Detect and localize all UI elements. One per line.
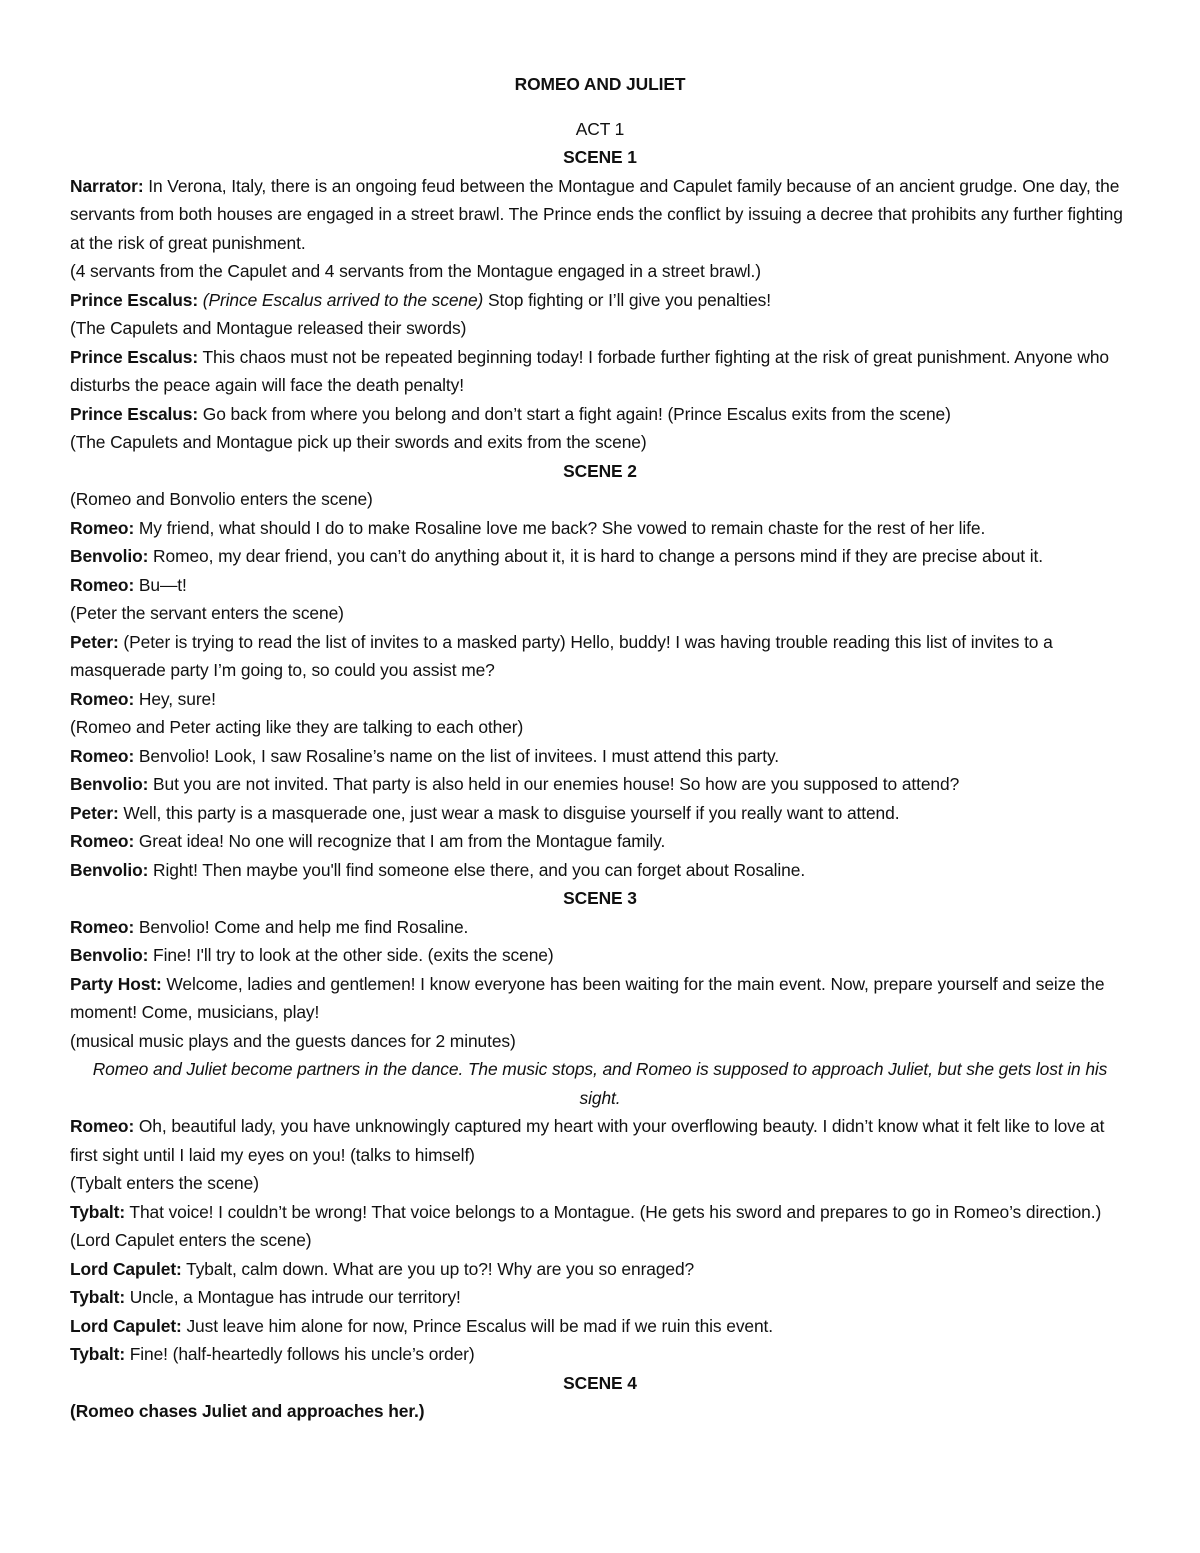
speaker-name: Prince Escalus: <box>70 346 199 367</box>
dialogue-line <box>70 1312 1130 1341</box>
line-text: Benvolio! Look, I saw Rosaline’s name on the list of invitees. I must attend this party. <box>134 745 780 766</box>
speaker-name: Benvolio: <box>70 859 149 880</box>
line-text: Bu—t! <box>134 574 187 595</box>
stage-direction: (The Capulets and Montague released their swords) <box>70 318 467 338</box>
dialogue-line <box>70 542 1130 571</box>
scene-heading: SCENE 3 <box>563 888 637 908</box>
dialogue-line <box>70 286 1130 315</box>
dialogue-line <box>70 685 1130 714</box>
speaker-name: Party Host: <box>70 973 162 994</box>
line-text: That voice! I couldn’t be wrong! That voice belongs to a Montague. (He gets his sword and prepares to go in Romeo’s direction.) <box>125 1201 1102 1222</box>
speaker-name: Tybalt: <box>70 1344 126 1364</box>
line-text: Fine! (half-heartedly follows his uncle’s order) <box>125 1344 475 1364</box>
dialogue-line <box>70 628 1130 685</box>
line-text: Well, this party is a masquerade one, just wear a mask to disguise yourself if you really want to attend. <box>118 802 900 823</box>
line-text: In Verona, Italy, there is an ongoing feud between the Montague and Capulet family because of an ancient grudge. One day, the servants from both houses are engaged in a street brawl. The Prince ends the conflict by issuing a decree that prohibits any further fighting at the risk of great punishment. <box>70 175 1123 253</box>
speaker-name: Benvolio: <box>70 945 149 965</box>
speaker-name: Peter: <box>70 802 119 823</box>
line-text: Stop fighting or I’ll give you penalties! <box>483 289 771 310</box>
speaker-name: Lord Capulet: <box>70 1315 182 1336</box>
stage-direction: (Romeo chases Juliet and approaches her.) <box>70 1401 425 1421</box>
stage-direction: (musical music plays and the guests dances for 2 minutes) <box>70 1030 516 1051</box>
speaker-name: Prince Escalus: <box>70 403 199 424</box>
line-text: Right! Then maybe you'll find someone else there, and you can forget about Rosaline. <box>148 859 806 880</box>
dialogue-line <box>70 970 1130 1027</box>
line-text: Just leave him alone for now, Prince Escalus will be mad if we ruin this event. <box>181 1315 774 1336</box>
line-text: Fine! I'll try to look at the other side. (exits the scene) <box>148 945 554 965</box>
dialogue-line <box>70 1112 1130 1169</box>
line-text: Uncle, a Montague has intrude our territory! <box>125 1287 461 1307</box>
line-text: But you are not invited. That party is also held in our enemies house! So how are you supposed to attend? <box>148 774 960 794</box>
line-text: Oh, beautiful lady, you have unknowingly captured my heart with your overflowing beauty. I didn’t know what it felt like to love at first sight until I laid my eyes on you! (talks to himself) <box>70 1116 1105 1165</box>
line-text: Great idea! No one will recognize that I am from the Montague family. <box>134 831 666 851</box>
act-heading: ACT 1 <box>575 118 625 139</box>
dialogue-line <box>70 742 1130 771</box>
speaker-name: Prince Escalus: <box>70 289 199 310</box>
speaker-name: Romeo: <box>70 1116 135 1136</box>
line-text: This chaos must not be repeated beginning today! I forbade further fighting at the risk of great punishment. Anyone who disturbs the peace again will face the death penalty! <box>70 346 1109 395</box>
stage-direction-italic: Romeo and Juliet become partners in the dance. The music stops, and Romeo is supposed to approach Juliet, but she gets lost in his sight. <box>92 1059 1108 1108</box>
line-text: (Peter is trying to read the list of invites to a masked party) Hello, buddy! I was having trouble reading this list of invites to a masquerade party I’m going to, so could you assist me? <box>70 631 1053 680</box>
stage-direction: (The Capulets and Montague pick up their swords and exits from the scene) <box>70 432 647 452</box>
document-title: ROMEO AND JULIET <box>514 74 686 94</box>
line-text: Welcome, ladies and gentlemen! I know everyone has been waiting for the main event. Now, prepare yourself and seize the moment! Come, musicians, play! <box>70 973 1105 1022</box>
document-page <box>70 70 1130 1426</box>
stage-direction: (Peter the servant enters the scene) <box>70 603 344 623</box>
speaker-name: Lord Capulet: <box>70 1258 182 1279</box>
speaker-name: Benvolio: <box>70 546 149 566</box>
dialogue-line <box>70 343 1130 400</box>
speaker-name: Benvolio: <box>70 774 149 794</box>
dialogue-line <box>70 770 1130 799</box>
dialogue-line <box>70 172 1130 258</box>
dialogue-line <box>70 913 1130 942</box>
line-text: Romeo, my dear friend, you can’t do anything about it, it is hard to change a persons mind if they are precise about it. <box>148 546 1043 566</box>
line-text: Hey, sure! <box>134 688 216 709</box>
speaker-name: Romeo: <box>70 745 135 766</box>
dialogue-line <box>70 1283 1130 1312</box>
stage-direction: (Tybalt enters the scene) <box>70 1173 259 1193</box>
dialogue-line <box>70 827 1130 856</box>
speaker-name: Romeo: <box>70 574 135 595</box>
dialogue-line <box>70 400 1130 429</box>
speaker-name: Tybalt: <box>70 1287 126 1307</box>
stage-direction: (Lord Capulet enters the scene) <box>70 1230 312 1250</box>
speaker-name: Romeo: <box>70 831 135 851</box>
stage-direction-inline: (Prince Escalus arrived to the scene) <box>198 289 484 310</box>
scene-heading: SCENE 4 <box>563 1372 637 1393</box>
dialogue-line <box>70 514 1130 543</box>
scene-heading: SCENE 2 <box>563 460 637 481</box>
speaker-name: Peter: <box>70 631 119 652</box>
line-text: Tybalt, calm down. What are you up to?! Why are you so enraged? <box>181 1258 695 1279</box>
speaker-name: Narrator: <box>70 175 144 196</box>
dialogue-line <box>70 571 1130 600</box>
dialogue-line <box>70 1255 1130 1284</box>
dialogue-line <box>70 941 1130 970</box>
speaker-name: Tybalt: <box>70 1201 126 1222</box>
stage-direction: (4 servants from the Capulet and 4 servants from the Montague engaged in a street brawl.) <box>70 261 761 281</box>
dialogue-line <box>70 1340 1130 1369</box>
stage-direction: (Romeo and Bonvolio enters the scene) <box>70 489 373 509</box>
speaker-name: Romeo: <box>70 916 135 937</box>
dialogue-line <box>70 856 1130 885</box>
dialogue-line <box>70 1198 1130 1227</box>
line-text: Go back from where you belong and don’t start a fight again! (Prince Escalus exits from the scene) <box>198 403 951 424</box>
stage-direction: (Romeo and Peter acting like they are talking to each other) <box>70 717 524 737</box>
line-text: Benvolio! Come and help me find Rosaline. <box>134 916 469 937</box>
line-text: My friend, what should I do to make Rosaline love me back? She vowed to remain chaste for the rest of her life. <box>134 517 986 538</box>
speaker-name: Romeo: <box>70 688 135 709</box>
dialogue-line <box>70 799 1130 828</box>
scene-heading: SCENE 1 <box>563 147 637 167</box>
speaker-name: Romeo: <box>70 517 135 538</box>
